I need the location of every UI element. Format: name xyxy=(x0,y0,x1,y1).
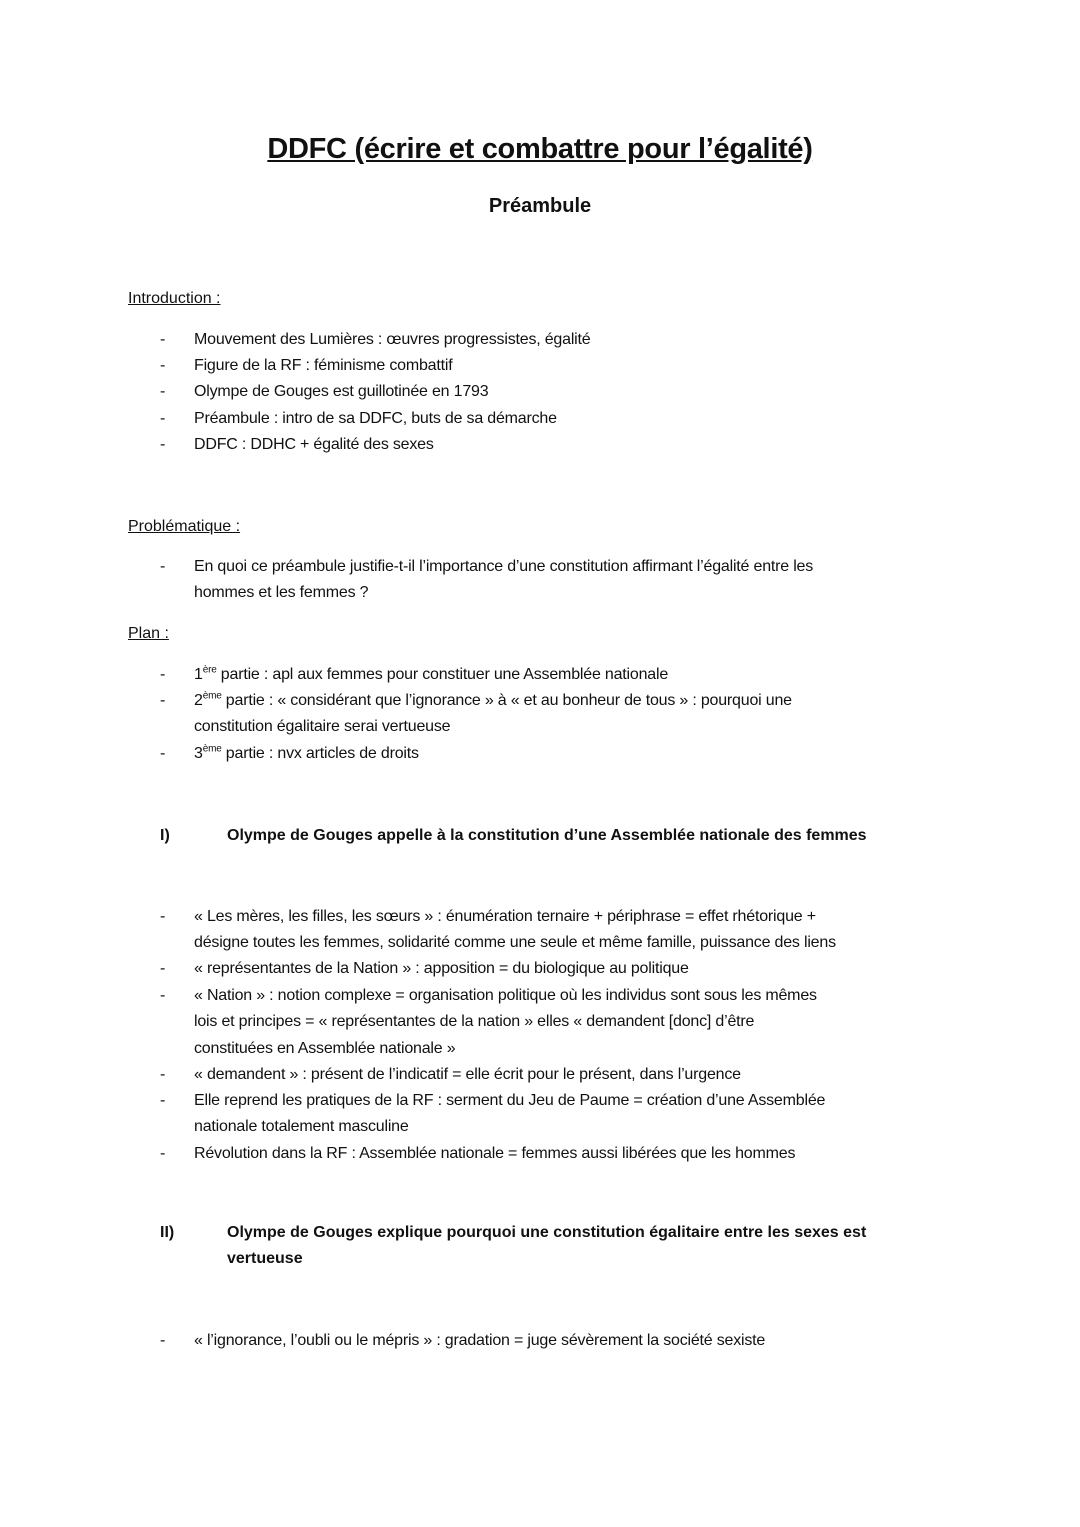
plan-heading: Plan : xyxy=(128,625,169,642)
part-number: 1 xyxy=(194,666,203,683)
list-item-text xyxy=(194,983,964,1062)
list-item-line xyxy=(194,688,964,714)
list-item-text xyxy=(194,432,964,458)
list-item-line: Révolution dans la RF : Assemblée nationale = femmes aussi libérées que les hommes xyxy=(194,1145,796,1162)
list-item-text xyxy=(194,554,964,607)
section-2-title-line: Olympe de Gouges explique pourquoi une constitution égalitaire entre les sexes est xyxy=(227,1224,867,1241)
list-item-text xyxy=(194,353,964,379)
section-1-numeral: I) xyxy=(160,827,170,844)
list-item-text xyxy=(194,379,964,405)
problematique-heading: Problématique : xyxy=(128,518,241,535)
list-item-text xyxy=(194,1328,964,1354)
section-2-title xyxy=(227,1220,947,1273)
list-item-text xyxy=(194,1141,964,1167)
bullet-dash: - xyxy=(160,558,166,575)
list-item-line: constitution égalitaire serai vertueuse xyxy=(194,718,451,736)
bullet-dash: - xyxy=(160,383,166,400)
bullet-dash: - xyxy=(160,1145,166,1162)
list-item-text xyxy=(194,741,964,767)
list-item-line: Olympe de Gouges est guillotinée en 1793 xyxy=(194,383,489,400)
bullet-dash: - xyxy=(160,692,166,709)
list-item-text xyxy=(194,327,964,353)
list-item-line: « demandent » : présent de l’indicatif = elle écrit pour le présent, dans l’urgence xyxy=(194,1066,741,1083)
section-1-title: Olympe de Gouges appelle à la constitution d’une Assemblée nationale des femmes xyxy=(227,827,867,844)
list-item-text xyxy=(194,662,964,688)
list-item-line: Mouvement des Lumières : œuvres progressistes, égalité xyxy=(194,331,591,348)
bullet-dash: - xyxy=(160,987,166,1004)
part-ordinal-suffix: ème xyxy=(202,690,222,702)
part-text: partie : apl aux femmes pour constituer une Assemblée nationale xyxy=(216,666,669,683)
list-item-text xyxy=(194,904,964,957)
bullet-dash: - xyxy=(160,331,166,348)
list-item-line: « l’ignorance, l’oubli ou le mépris » : gradation = juge sévèrement la société sexiste xyxy=(194,1332,766,1349)
list-item-line: hommes et les femmes ? xyxy=(194,584,369,602)
bullet-dash: - xyxy=(160,666,166,683)
bullet-dash: - xyxy=(160,436,166,453)
document-subtitle: Préambule xyxy=(488,195,592,217)
bullet-dash: - xyxy=(160,960,166,977)
bullet-dash: - xyxy=(160,1092,166,1109)
list-item-line: « Nation » : notion complexe = organisation politique où les individus sont sous les mêmes xyxy=(194,987,817,1004)
part-ordinal-suffix: ère xyxy=(202,664,217,676)
list-item-line: constituées en Assemblée nationale » xyxy=(194,1039,456,1057)
list-item-text xyxy=(194,406,964,432)
bullet-dash: - xyxy=(160,410,166,427)
section-2-numeral: II) xyxy=(160,1224,175,1241)
part-ordinal-suffix: ème xyxy=(202,743,222,755)
list-item-line: DDFC : DDHC + égalité des sexes xyxy=(194,436,434,453)
list-item-line: Elle reprend les pratiques de la RF : serment du Jeu de Paume = création d’une Assemblée xyxy=(194,1092,826,1109)
part-text: partie : nvx articles de droits xyxy=(221,745,419,762)
document-title: DDFC (écrire et combattre pour l’égalité) xyxy=(267,133,813,165)
list-item-text xyxy=(194,1088,964,1141)
list-item-line: Figure de la RF : féminisme combattif xyxy=(194,357,453,374)
list-item-line: nationale totalement masculine xyxy=(194,1118,409,1136)
bullet-dash: - xyxy=(160,1332,166,1349)
section-2-title-line: vertueuse xyxy=(227,1250,303,1268)
part-number: 2 xyxy=(194,692,203,709)
part-number: 3 xyxy=(194,745,203,762)
bullet-dash: - xyxy=(160,357,166,374)
list-item-line: « Les mères, les filles, les sœurs » : énumération ternaire + périphrase = effet rhétorique + xyxy=(194,908,816,925)
bullet-dash: - xyxy=(160,908,166,925)
bullet-dash: - xyxy=(160,1066,166,1083)
introduction-heading: Introduction : xyxy=(128,290,221,307)
list-item-line xyxy=(194,741,964,767)
list-item-line: En quoi ce préambule justifie-t-il l’importance d’une constitution affirmant l’égalité entre les xyxy=(194,558,814,575)
list-item-line xyxy=(194,662,964,688)
list-item-text xyxy=(194,688,964,741)
list-item-line: lois et principes = « représentantes de la nation » elles « demandent [donc] d’être xyxy=(194,1013,755,1031)
list-item-line: Préambule : intro de sa DDFC, buts de sa démarche xyxy=(194,410,557,427)
part-text: partie : « considérant que l’ignorance » à « et au bonheur de tous » : pourquoi une xyxy=(221,692,792,709)
bullet-dash: - xyxy=(160,745,166,762)
list-item-text xyxy=(194,956,964,982)
list-item-line: « représentantes de la Nation » : apposition = du biologique au politique xyxy=(194,960,689,977)
list-item-text xyxy=(194,1062,964,1088)
list-item-line: désigne toutes les femmes, solidarité comme une seule et même famille, puissance des liens xyxy=(194,934,836,952)
